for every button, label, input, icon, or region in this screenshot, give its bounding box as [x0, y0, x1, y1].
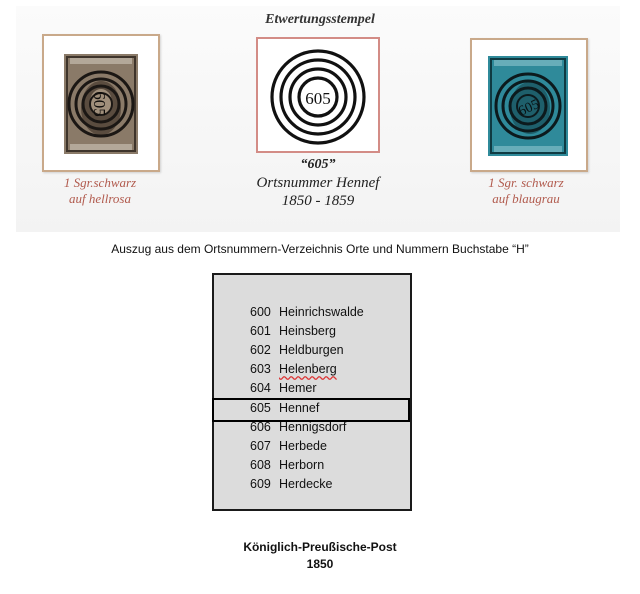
cancel-number: 605: [305, 89, 331, 108]
right-cancel-number: 605: [516, 97, 542, 120]
list-item-number: 607: [250, 439, 271, 453]
right-caption-line2: auf blaugrau: [492, 191, 560, 206]
footer-year: 1850: [306, 557, 334, 571]
right-stamp-caption: [456, 175, 596, 207]
album-title: Etwertungsstempel: [265, 12, 375, 27]
left-caption-line1: 1 Sgr.schwarz: [63, 175, 137, 190]
list-item-name: Heinsberg: [279, 324, 336, 338]
list-item-name: Heinrichswalde: [279, 305, 364, 319]
list-item-name: Hennigsdorf: [279, 420, 347, 434]
list-item: [250, 341, 344, 360]
list-item: [250, 322, 336, 341]
list-item: [250, 303, 364, 322]
list-item-number: 606: [250, 420, 271, 434]
list-item: [250, 437, 327, 456]
list-item: [250, 456, 324, 475]
left-stamp-caption: [30, 175, 170, 207]
excerpt-heading: Auszug aus dem Ortsnummern-Verzeichnis Orte und Nummern Buchstabe “H”: [111, 242, 529, 256]
cancel-caption: [220, 156, 416, 210]
list-item-name: Herborn: [279, 458, 325, 472]
left-caption-line2: auf hellrosa: [69, 191, 131, 206]
cancel-quote-number: “605”: [300, 157, 336, 172]
list-item: [250, 360, 337, 379]
list-item-number: 604: [250, 381, 271, 395]
list-item-number: 601: [250, 324, 271, 338]
list-item-name: Herbede: [279, 439, 327, 453]
list-item: [250, 475, 333, 494]
list-item-name: Heldburgen: [279, 343, 344, 357]
left-cancel-number: 605: [90, 91, 109, 117]
list-item-name: Hennef: [279, 401, 320, 415]
list-item-number: 600: [250, 305, 271, 319]
list-item-number: 602: [250, 343, 271, 357]
cancel-years: 1850 - 1859: [281, 193, 355, 209]
list-item-number: 605: [250, 401, 271, 415]
right-caption-line1: 1 Sgr. schwarz: [488, 175, 564, 190]
list-item-number: 608: [250, 458, 271, 472]
highlight-box: [212, 398, 410, 422]
list-item-number: 609: [250, 477, 271, 491]
left-stamp-frame: [42, 34, 160, 172]
place-number-list: [212, 273, 412, 511]
list-item-number: 603: [250, 362, 271, 376]
right-stamp-image: [488, 56, 568, 156]
left-stamp-image: [64, 54, 138, 154]
cancel-place-line: Ortsnummer Hennef: [256, 175, 380, 191]
footer-title: Königlich-Preußische-Post: [243, 540, 397, 554]
cancel-frame: [256, 37, 380, 153]
right-stamp-frame: [470, 38, 588, 172]
list-item-name: Helenberg: [279, 362, 337, 376]
list-item: [250, 379, 317, 398]
list-item-name: Herdecke: [279, 477, 333, 491]
list-item-name: Hemer: [279, 381, 317, 395]
